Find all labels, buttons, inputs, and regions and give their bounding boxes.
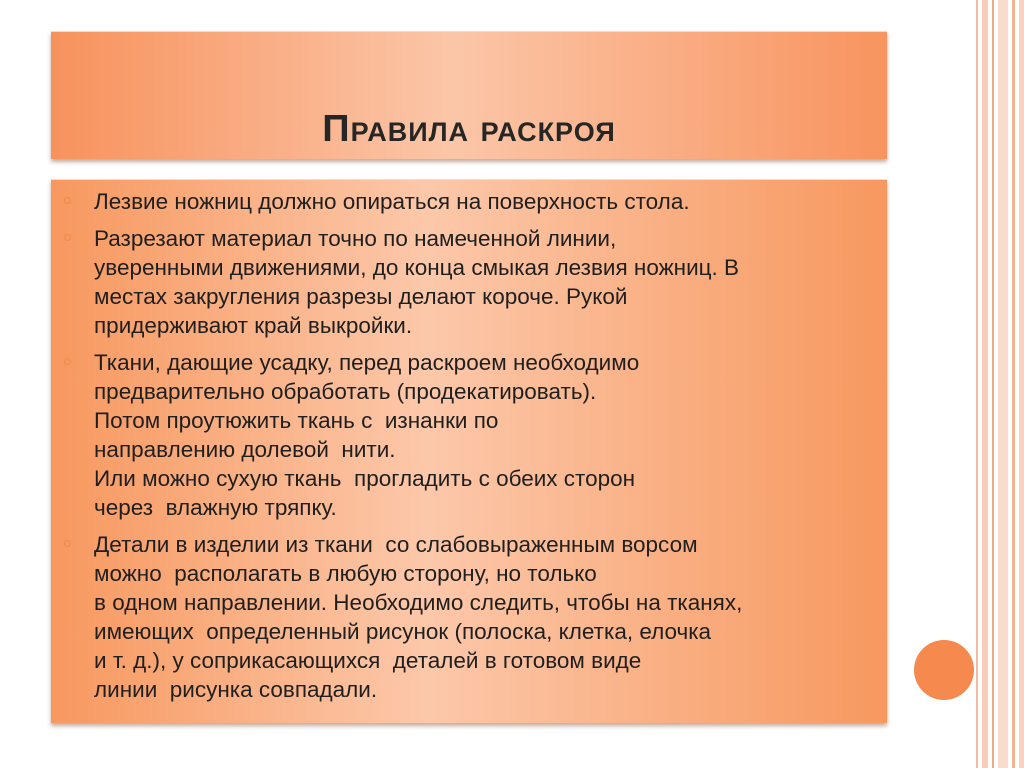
bullet-text-line: Или можно сухую ткань прогладить с обеих сторон: [94, 466, 636, 491]
stripe: [982, 0, 988, 768]
content-panel: [51, 179, 887, 723]
stripe: [1012, 0, 1015, 768]
bullet-text-line: линии рисунка совпадали.: [94, 677, 378, 702]
bullet-text-line: Лезвие ножниц должно опираться на поверхность стола.: [94, 189, 690, 214]
bullet-text-line: местах закругления разрезы делают короче. Рукой: [94, 284, 628, 309]
slide-title: Правила раскроя: [322, 108, 616, 150]
bullet-text-line: можно располагать в любую сторону, но только: [94, 561, 597, 586]
bullet-text-line: Разрезают материал точно по намеченной линии,: [94, 226, 617, 251]
bullet-text-line: через влажную тряпку.: [94, 495, 337, 520]
stripe: [976, 0, 978, 768]
bullet-circle-icon: [64, 197, 71, 204]
bullet-text-line: уверенными движениями, до конца смыкая лезвия ножниц. В: [94, 255, 740, 280]
stripe: [1019, 0, 1024, 768]
bullet-text-line: Детали в изделии из ткани со слабовыраженным ворсом: [94, 532, 698, 557]
stripe: [992, 0, 994, 768]
bullet-circle-icon: [64, 540, 71, 547]
bullet-text-line: придерживают край выкройки.: [94, 313, 413, 338]
stripe: [998, 0, 1008, 768]
bullet-text-line: Потом проутюжить ткань с изнанки по: [94, 408, 499, 433]
bullet-item: [63, 224, 883, 340]
decorative-stripes: [976, 0, 1024, 768]
bullet-item: [63, 187, 883, 216]
bullet-text-line: предварительно обработать (продекатировать).: [94, 379, 597, 404]
bullet-text-line: направлению долевой нити.: [94, 437, 396, 462]
bullet-text-line: имеющих определенный рисунок (полоска, клетка, елочка: [94, 619, 712, 644]
bullet-circle-icon: [64, 234, 71, 241]
bullet-text-line: Ткани, дающие усадку, перед раскроем необходимо: [94, 350, 640, 375]
title-banner: [51, 31, 887, 159]
bullet-text-line: в одном направлении. Необходимо следить, чтобы на тканях,: [94, 590, 743, 615]
bullet-list: [63, 187, 883, 712]
bullet-circle-icon: [64, 358, 71, 365]
bullet-text-line: и т. д.), у соприкасающихся деталей в готовом виде: [94, 648, 642, 673]
decorative-circle: [914, 640, 974, 700]
bullet-item: [63, 348, 883, 522]
bullet-item: [63, 530, 883, 704]
